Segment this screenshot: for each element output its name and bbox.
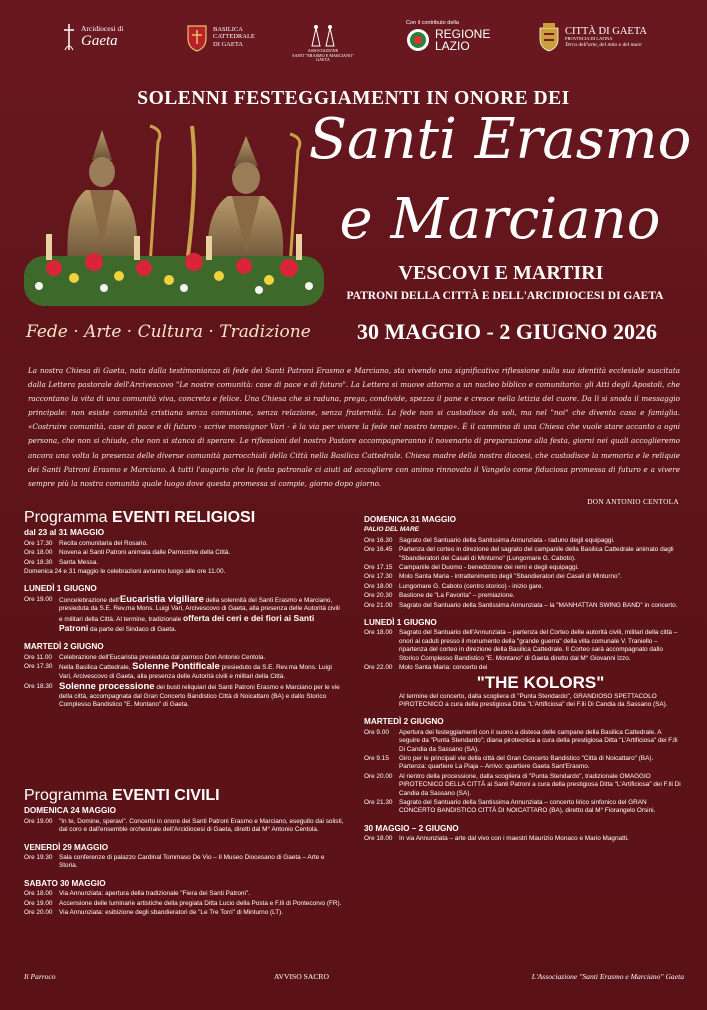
list-item	[364, 583, 682, 591]
intro-letter: La nostra Chiesa di Gaeta, nata dalla testimonianza di fede dei Santi Patroni Erasmo e Marciano, sta vivendo una significativa riflessione sulla sua identità ecclesiale suscitata dalla Lettera pastorale dell'Arcivescovo "Le nostre comunità: case di pace e di futuro". La Lettera si muove attorno a un nucleo biblico e comunitario: gli Atti degli Apostoli, che raccontano la vita di una comunità viva, concreta e felice. Una Chiesa che si raduna, prega, condivide, spezza il pane e cresce nella letizia del cuore. Da lì si snoda il messaggio principale: non esiste comunità cristiana senza comunione, senza relazione, senza fraternità. La fede non si custodisce da soli, ma nel "noi" che diventa casa e famiglia. «Costruire comunità, case di pace e di futuro - scrive monsignor Vari - è la via per vivere la fede nel nostro tempo». È il cammino di una Chiesa che vuole stare accanto a ogni persona, che non si chiude, che non si stanca di sperare. Le riflessioni del nostro Pastore accompagneranno il novenario di preparazione alla festa, giorni nei quali accoglieremo ancora una volta la presenza delle diverse comunità parrocchiali della Città nella Basilica Cattedrale. Chiesa madre della nostra diocesi, che custodisce la memoria e le reliquie dei Santi Patroni Erasmo e Marciano. A tutti l'augurio che la festa patronale ci aiuti ad accogliere con animo rinnovato il Vangelo come fiduciosa promessa di futuro e a vivere sempre più la nostra comunità quale luogo dove questa promessa si compie, giorno dopo giorno.	[28, 366, 680, 488]
item-highlight-2: offerta dei ceri e dei fiori ai Santi Patroni	[59, 612, 315, 634]
day-heading: 30 MAGGIO – 2 GIUGNO	[364, 823, 459, 833]
item-time: Ore 16.30	[364, 536, 393, 544]
item-highlight: Solenne Pontificale	[132, 661, 220, 673]
civil-program-continued	[364, 516, 682, 845]
saints-emblem-icon	[308, 22, 338, 48]
civil-heading	[24, 787, 344, 804]
item-text: Santa Messa.	[59, 558, 99, 566]
list-item	[364, 835, 682, 843]
patrons-line: PATRONI DELLA CITTÀ E DELL'ARCIDIOCESI DI GAETA	[346, 290, 664, 302]
item-text: Molo Santa Maria - intrattenimento degli "Sbandieratori dei Casali di Minturno".	[399, 573, 622, 581]
item-highlight: Solenne processione	[59, 681, 155, 693]
item-text: Sagrato del Santuario dell'Annunziata – partenza del Corteo delle autorità civili, militari della città – onori ai caduti presso il monumento della "grande guerra" della villa comunale V. Traniello – ripartenza del corteo in direzione della Basilica Cattedrale. Il Corteo sarà accompagnato dallo Storico Complesso Bandistico "E. Montano" di Gaeta diretto dal M° Giovanni Izzo.	[399, 629, 678, 662]
civil-program	[24, 787, 344, 918]
subtitle: VESCOVI E MARTIRI	[398, 262, 604, 284]
footer-associazione: L'Associazione "Santi Erasmo e Marciano" Gaeta	[531, 972, 684, 981]
item-text: Sagrato del Santuario della Santissima Annunziata – la "MANHATTAN SWING BAND" in concerto.	[399, 601, 678, 609]
item-time: Ore 18.00	[364, 835, 393, 843]
signature: DON ANTONIO CENTOLA	[587, 497, 679, 506]
list-item	[364, 799, 682, 816]
associazione-line2: SANTI "ERASMO E MARCIANO"	[292, 52, 354, 58]
event-dates: 30 MAGGIO - 2 GIUGNO 2026	[356, 319, 658, 344]
civil-heading-bold: EVENTI CIVILI	[112, 787, 220, 804]
item-time: Ore 19.00	[24, 899, 53, 907]
item-text: Bastione de "La Favorita" – premiazione.	[399, 592, 515, 600]
day-heading: MARTEDÌ 2 GIUGNO	[24, 642, 104, 652]
item-time: Ore 18.30	[24, 558, 53, 566]
item-text: Celebrazione dell'Eucaristia presieduta dal parroco Don Antonio Centola.	[59, 653, 266, 661]
item-text-pre: Nella Basilica Cattedrale,	[59, 664, 133, 672]
shield-crest-icon	[186, 22, 208, 52]
item-text: Recita comunitaria del Rosario.	[59, 539, 148, 547]
item-text-pre: Concelebrazione dell'	[59, 596, 120, 604]
list-item	[364, 664, 682, 709]
item-time: Ore 20.30	[364, 592, 393, 600]
item-text-body: della solennità dei Santi Erasmo e Marciano, presieduta da S.E. Rev.ma Mons. Luigi Vari, Arcivescovo di Gaeta, alla presenza delle Autorità civili e militari della Città. Al termine, tradizionale	[59, 596, 340, 623]
item-time: Ore 18.30	[24, 683, 53, 691]
item-text-pre: Molo Santa Maria: concerto dei	[399, 664, 488, 672]
regione-line2: LAZIO	[435, 39, 470, 53]
religious-program	[24, 509, 344, 710]
item-text: Giro per le principali vie della città del Gran Concerto Bandistico "Città di Noicattaro" (BA). Partenza: quartiere La Piaja – Arrivo: quartiere Gaeta Sant'Erasmo.	[399, 754, 654, 771]
item-text: Lungomare G. Caboto (centro storico) - inizio gare.	[399, 582, 544, 590]
item-time: Ore 19.00	[24, 817, 53, 825]
associazione-logo	[288, 22, 358, 63]
basilica-line1: BASILICA	[213, 26, 243, 34]
list-item	[24, 909, 344, 917]
day-heading: DOMENICA 24 MAGGIO	[24, 806, 117, 816]
event-title: SOLENNI FESTEGGIAMENTI IN ONORE DEI	[137, 88, 570, 109]
item-time: Ore 18.00	[24, 549, 53, 557]
list-item	[24, 900, 344, 908]
arcidiocesi-line1: Arcidiocesi di	[81, 23, 124, 33]
citta-line2: PROVINCIA DI LATINA	[565, 36, 613, 42]
item-text-body: dei busti reliquiari dei Santi Patroni Erasmo e Marciano per le vie della città, accompagnata dal Gran Concerto Bandistico Città di Noicattaro (BA) e dallo Storico Complesso Bandistico "E. Montano" di Gaeta.	[59, 684, 340, 708]
item-time: Ore 18.00	[364, 629, 393, 637]
list-item	[24, 854, 344, 871]
headliner-name: "THE KOLORS"	[476, 672, 605, 692]
regione-emblem-icon	[406, 28, 430, 52]
item-time: Ore 22.00	[364, 664, 393, 672]
item-text: Via Annunziata: apertura della tradizionale "Fiera dei Santi Patroni".	[59, 890, 250, 898]
list-item	[364, 755, 682, 772]
item-text: Al rientro della processione, dalla scogliera di "Punta Stendardo", tradizionale OMAGGIO PIROTECNICO DELLA CITTÀ ai Santi Patroni a cura della prestigiosa Ditta "L'Artificiosa" dei F.lli Di Candia da Sassano (SA).	[399, 772, 681, 797]
item-time: Ore 17.30	[24, 539, 53, 547]
regione-line1: REGIONE	[435, 27, 491, 41]
item-text	[59, 663, 344, 681]
item-text	[59, 593, 344, 635]
motto: Fede · Arte · Cultura · Tradizione	[26, 322, 311, 342]
item-text-body: presieduto da S.E. Rev.ma Mons. Luigi Vari, Arcivescovo di Gaeta, alla presenza delle Autorità civili e militari della Città.	[59, 664, 332, 680]
city-crest-icon	[538, 22, 560, 52]
day-heading: dal 23 al 31 MAGGIO	[24, 528, 105, 538]
regione-logo	[406, 20, 490, 52]
associazione-line1: ASSOCIAZIONE	[307, 48, 339, 53]
basilica-logo	[186, 22, 255, 52]
arcidiocesi-line2: Gaeta	[81, 32, 118, 49]
list-item	[24, 559, 344, 567]
day-heading: VENERDÌ 29 MAGGIO	[24, 842, 109, 852]
item-time: Ore 17.15	[364, 564, 393, 572]
day-note: Domenica 24 e 31 maggio le celebrazioni avranno luogo alle ore 11.00.	[24, 568, 226, 576]
list-item	[364, 729, 682, 754]
item-time: Ore 19.00	[24, 595, 53, 603]
regione-pre: Con il contributo della	[406, 20, 459, 26]
item-text-post: da parte del Sindaco di Gaeta.	[88, 626, 177, 634]
list-item	[364, 573, 682, 581]
item-text-post: Al termine del concerto, dalla scogliera di "Punta Stendardo", GRANDIOSO SPETTACOLO PIROTECNICO a cura della prestigiosa Ditta "L'Artificiosa" dei F.lli Di Candia da Sassano (SA).	[399, 692, 668, 708]
saints-statues-image	[24, 116, 324, 331]
item-time: Ore 16.45	[364, 546, 393, 554]
item-text: Accensione delle luminarie artistiche della pregiata Ditta Lucio della Posta e F.lli di Pontecorvo (FR).	[59, 899, 342, 907]
associazione-line3: GAETA	[316, 57, 330, 63]
footer-parroco: Il Parroco	[24, 972, 56, 981]
civil-heading-pre: Programma	[24, 787, 108, 804]
item-text: Sala conferenze di palazzo Cardinal Tommaso De Vio – Il Museo Diocesano di Gaeta – Arte e Storia.	[59, 854, 325, 870]
list-item	[24, 890, 344, 898]
list-item	[364, 592, 682, 600]
list-item	[24, 549, 344, 557]
item-text: Sagrato del Santuario della Santissima Annunziata - raduno degli equipaggi.	[399, 536, 615, 544]
list-item	[24, 818, 344, 835]
arcidiocesi-logo	[62, 22, 123, 52]
item-time: Ore 9.15	[364, 754, 389, 762]
list-item	[364, 546, 682, 563]
item-time: Ore 11.00	[24, 653, 52, 661]
day-heading: LUNEDÌ 1 GIUGNO	[364, 618, 437, 628]
item-time: Ore 17.30	[24, 663, 53, 671]
item-time: Ore 21.00	[364, 601, 393, 609]
item-text: Partenza del corteo in direzione del sagrato del campanile della Basilica Cattedrale animato dagli "Sbandieratori dei Casali di Minturno" (Lungomare G. Caboto).	[399, 546, 674, 562]
citta-line1: CITTÀ DI GAETA	[565, 25, 647, 37]
item-time: Ore 18.00	[24, 890, 53, 898]
list-item	[364, 602, 682, 610]
item-time: Ore 19.30	[24, 854, 53, 862]
logo-bar	[0, 22, 707, 72]
citta-logo	[538, 22, 647, 52]
basilica-line3: DI GAETA	[213, 40, 243, 48]
day-heading: DOMENICA 31 MAGGIO	[364, 515, 457, 524]
list-item	[24, 663, 344, 681]
item-text: In via Annunziata – arte dal vivo con i maestri Maurizio Monaco e Mario Magnatti.	[399, 835, 629, 843]
item-text: "In te, Domine, speravi". Concerto in onore dei Santi Patroni Erasmo e Marciano, eseguito dai solisti, dal coro e dall'ensemble orchestrale dell'Arcidiocesi di Gaeta, diretti dal M° Antonio Centola.	[59, 817, 344, 834]
day-subheading: PALIO DEL MARE	[364, 526, 420, 534]
citta-line3: Terra dell'arte, del mito e del mare	[565, 42, 642, 49]
day-heading: LUNEDÌ 1 GIUGNO	[24, 584, 97, 594]
cross-icon	[62, 22, 76, 52]
list-item	[364, 564, 682, 572]
item-text: Campanile del Duomo - benedizione dei remi e degli equipaggi.	[399, 564, 579, 572]
item-time: Ore 21.30	[364, 798, 393, 806]
list-item	[364, 629, 682, 663]
religious-heading-pre: Programma	[24, 509, 108, 526]
item-highlight: Eucaristia vigiliare	[119, 593, 204, 605]
saints-name-line2: e Marciano	[339, 187, 661, 252]
item-text: Sagrato del Santuario della Santissima Annunziata – concerto lirico sinfonico del GRAN CONCERTO BANDISTICO CITTÀ DI NOICATTARO (BA), diretto dal M° Fiorangelo Orsini.	[399, 798, 656, 815]
saints-name-line1: Santi Erasmo	[308, 107, 692, 172]
item-time: Ore 9.00	[364, 728, 389, 736]
day-heading: SABATO 30 MAGGIO	[24, 878, 106, 888]
religious-heading-bold: EVENTI RELIGIOSI	[112, 509, 256, 526]
item-text	[399, 664, 682, 709]
item-text: Apertura dei festeggiamenti con il suono a distesa delle campane della Basilica Cattedrale. A seguire da "Punta Stendardo"; diana pirotecnica a cura della prestigiosa Ditta "L'Artificiosa" dei F.lli Di Candia da Sassano (SA).	[399, 728, 678, 753]
footer-avviso: AVVISO SACRO	[274, 972, 329, 981]
list-item	[24, 593, 344, 635]
item-time: Ore 17.30	[364, 573, 393, 581]
item-text: Novena ai Santi Patroni animata dalle Parrocchie della Città.	[59, 549, 231, 557]
religious-heading	[24, 509, 344, 526]
item-time: Ore 20.00	[24, 909, 53, 917]
item-time: Ore 20.00	[364, 772, 393, 780]
list-item	[24, 540, 344, 548]
list-item	[24, 683, 344, 709]
item-time: Ore 18.00	[364, 582, 393, 590]
item-text: Via Annunziata: esibizione degli sbandieratori de "Le Tre Torri" di Minturno (LT).	[59, 909, 284, 917]
list-item	[364, 773, 682, 798]
day-heading: MARTEDÌ 2 GIUGNO	[364, 717, 444, 727]
basilica-line2: CATTEDRALE	[213, 33, 255, 41]
list-item	[364, 537, 682, 545]
item-text	[59, 683, 344, 709]
